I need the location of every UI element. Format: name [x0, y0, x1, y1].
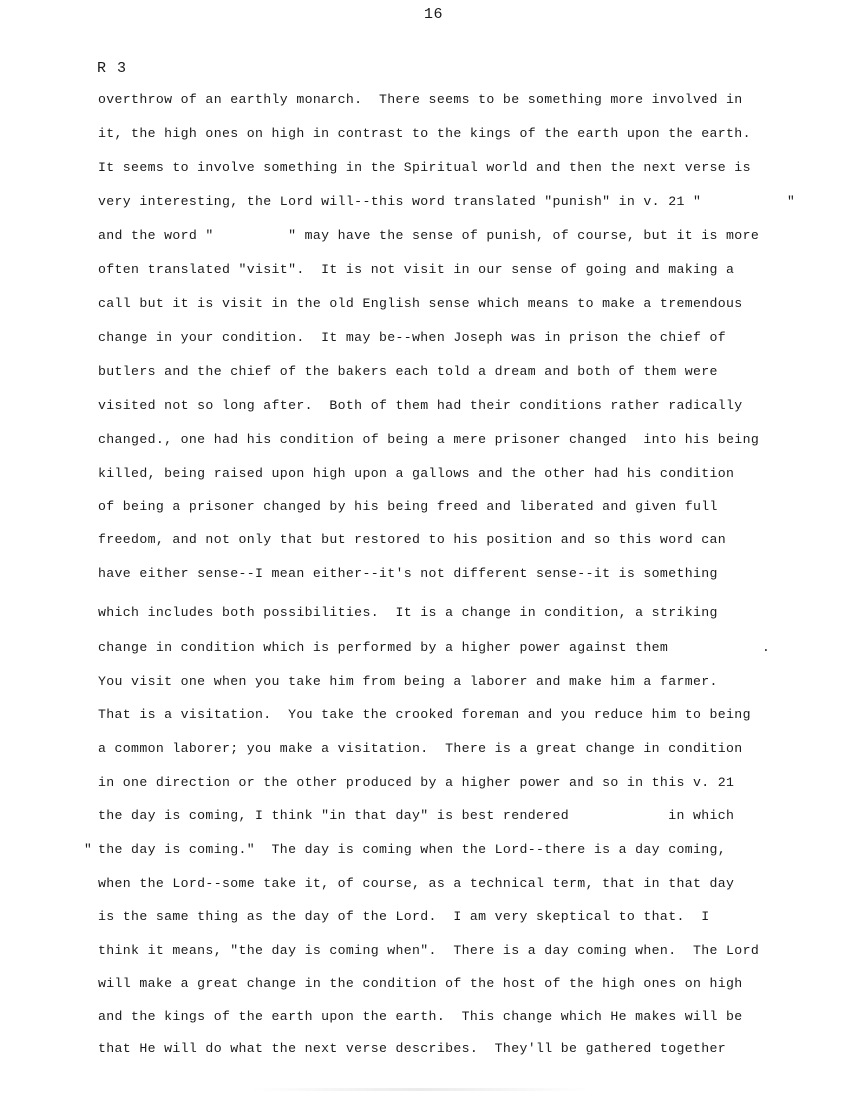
text-line: which includes both possibilities. It is a change in condition, a striking	[98, 605, 718, 620]
text-line: overthrow of an earthly monarch. There seems to be something more involved in	[98, 92, 743, 107]
text-line: visited not so long after. Both of them had their conditions rather radically	[98, 398, 743, 413]
text-line: butlers and the chief of the bakers each told a dream and both of them were	[98, 364, 718, 379]
text-line: You visit one when you take him from being a laborer and make him a farmer.	[98, 674, 718, 689]
text-line: It seems to involve something in the Spiritual world and then the next verse is	[98, 160, 751, 175]
margin-quote-mark: "	[84, 842, 92, 857]
text-line: when the Lord--some take it, of course, as a technical term, that in that day	[98, 876, 735, 891]
text-line: change in your condition. It may be--when Joseph was in prison the chief of	[98, 330, 727, 345]
text-line: changed., one had his condition of being a mere prisoner changed into his being	[98, 432, 760, 447]
text-line: have either sense--I mean either--it's not different sense--it is something	[98, 566, 718, 581]
text-line: think it means, "the day is coming when". There is a day coming when. The Lord	[98, 943, 760, 958]
text-line: a common laborer; you make a visitation. There is a great change in condition	[98, 741, 743, 756]
text-line: That is a visitation. You take the crooked foreman and you reduce him to being	[98, 707, 751, 722]
text-line: very interesting, the Lord will--this word translated "punish" in v. 21 "	[98, 194, 702, 209]
text-line: of being a prisoner changed by his being freed and liberated and given full	[98, 499, 718, 514]
margin-dot-mark: .	[762, 640, 770, 655]
text-line: and the kings of the earth upon the earth. This change which He makes will be	[98, 1009, 743, 1024]
text-line: change in condition which is performed by a higher power against them	[98, 640, 669, 655]
text-line: the day is coming, I think "in that day" is best rendered in which	[98, 808, 735, 823]
text-line: is the same thing as the day of the Lord. I am very skeptical to that. I	[98, 909, 710, 924]
text-line: killed, being raised upon high upon a gallows and the other had his condition	[98, 466, 735, 481]
text-line: call but it is visit in the old English sense which means to make a tremendous	[98, 296, 743, 311]
margin-quote-mark: "	[787, 194, 795, 209]
text-line: and the word " " may have the sense of punish, of course, but it is more	[98, 228, 760, 243]
text-line: will make a great change in the condition of the host of the high ones on high	[98, 976, 743, 991]
text-line: it, the high ones on high in contrast to the kings of the earth upon the earth.	[98, 126, 751, 141]
scan-smudge	[250, 1088, 590, 1091]
text-line: in one direction or the other produced by a higher power and so in this v. 21	[98, 775, 735, 790]
text-line: the day is coming." The day is coming when the Lord--there is a day coming,	[98, 842, 727, 857]
text-line: often translated "visit". It is not visit in our sense of going and making a	[98, 262, 735, 277]
section-reference: R 3	[97, 60, 128, 77]
text-line: freedom, and not only that but restored to his position and so this word can	[98, 532, 727, 547]
text-line: that He will do what the next verse describes. They'll be gathered together	[98, 1041, 727, 1056]
page-number: 16	[424, 6, 444, 23]
